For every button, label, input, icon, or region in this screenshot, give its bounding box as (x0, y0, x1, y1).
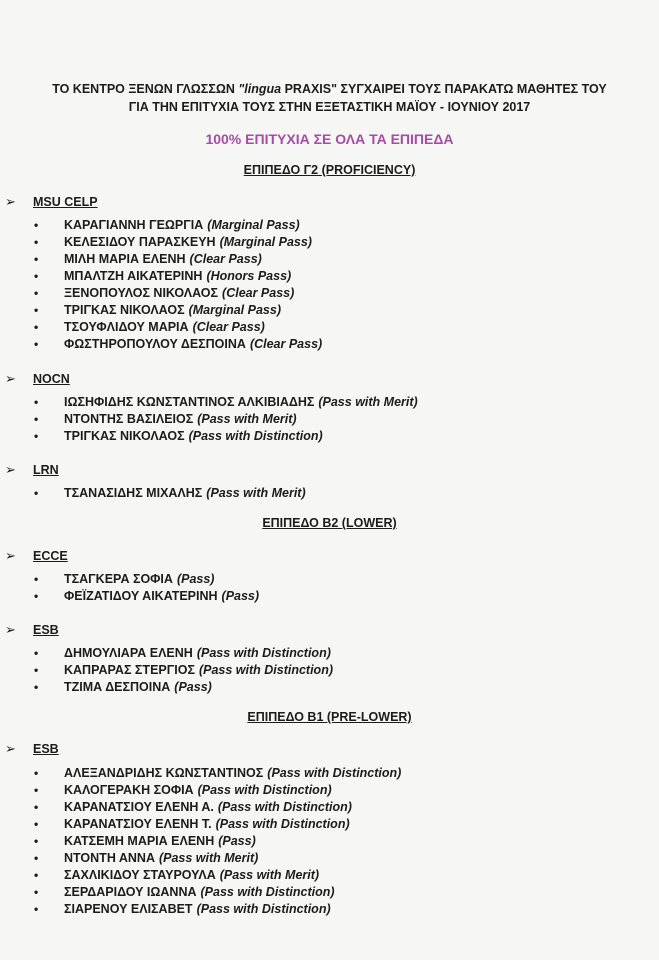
student-result: (Clear Pass) (249, 337, 323, 351)
student-list-esb-b2 (34, 645, 333, 696)
student-list-item (34, 285, 322, 302)
student-list-item (34, 251, 322, 268)
student-result: (Pass with Merit) (197, 412, 297, 426)
student-name: ΣΙΑΡΕΝΟΥ ΕΛΙΣΑΒΕΤ (64, 902, 193, 916)
bullet-icon: • (34, 800, 39, 814)
header-brand: PRAXIS" (284, 82, 338, 96)
student-list-item (34, 799, 401, 816)
bullet-icon: • (34, 868, 39, 882)
exam-name: ESB (33, 742, 59, 756)
student-list-item (34, 901, 401, 918)
student-result: (Pass with Distinction) (198, 663, 333, 677)
student-name: ΚΑΛΟΓΕΡΑΚΗ ΣΟΦΙΑ (64, 783, 194, 797)
student-list-esb-b1 (34, 765, 401, 918)
student-name: ΚΑΡΑΓΙΑΝΝΗ ΓΕΩΡΓΙΑ (64, 218, 204, 232)
student-list-item (34, 394, 418, 411)
arrow-bullet-icon: ➢ (5, 622, 16, 637)
student-list-item (34, 662, 333, 679)
bullet-icon: • (34, 429, 39, 443)
header-line1-post: ΣΥΓΧΑΙΡΕΙ ΤΟΥΣ ΠΑΡΑΚΑΤΩ ΜΑΘΗΤΕΣ ΤΟΥ (340, 82, 607, 96)
bullet-icon: • (34, 218, 39, 232)
student-result: (Pass with Distinction) (217, 800, 352, 814)
student-result: (Pass with Distinction) (196, 902, 331, 916)
student-list-item (34, 833, 401, 850)
student-list-item (34, 217, 322, 234)
student-list-item (34, 884, 401, 901)
level-heading-b2: ΕΠΙΠΕΔΟ Β2 (LOWER) (262, 516, 397, 530)
exam-name: ESB (33, 623, 59, 637)
student-name: ΚΑΤΣΕΜΗ ΜΑΡΙΑ ΕΛΕΝΗ (64, 834, 215, 848)
bullet-icon: • (34, 286, 39, 300)
student-name: ΚΕΛΕΣΙΔΟΥ ΠΑΡΑΣΚΕΥΗ (64, 235, 216, 249)
student-name: ΞΕΝΟΠΟΥΛΟΣ ΝΙΚΟΛΑΟΣ (64, 286, 219, 300)
student-list-nocn (34, 394, 418, 445)
bullet-icon: • (34, 320, 39, 334)
bullet-icon: • (34, 902, 39, 916)
student-result: (Pass with Distinction) (188, 429, 323, 443)
student-name: ΚΑΠΡΑΡΑΣ ΣΤΕΡΓΙΟΣ (64, 663, 195, 677)
exam-name: MSU CELP (33, 195, 98, 209)
bullet-icon: • (34, 817, 39, 831)
bullet-icon: • (34, 572, 39, 586)
student-list-lrn (34, 485, 306, 502)
arrow-bullet-icon: ➢ (5, 194, 16, 209)
student-name: ΚΑΡΑΝΑΤΣΙΟΥ ΕΛΕΝΗ Α. (64, 800, 214, 814)
student-list-item (34, 319, 322, 336)
arrow-bullet-icon: ➢ (5, 371, 16, 386)
student-list-item (34, 765, 401, 782)
exam-name: ECCE (33, 549, 68, 563)
student-list-item (34, 867, 401, 884)
bullet-icon: • (34, 269, 39, 283)
student-result: (Pass) (221, 589, 260, 603)
bullet-icon: • (34, 851, 39, 865)
student-list-item (34, 816, 401, 833)
student-name: ΜΙΛΗ ΜΑΡΙΑ ΕΛΕΝΗ (64, 252, 186, 266)
bullet-icon: • (34, 766, 39, 780)
student-result: (Pass with Merit) (219, 868, 320, 882)
bullet-icon: • (34, 337, 39, 351)
student-list-ecce (34, 571, 259, 605)
bullet-icon: • (34, 589, 39, 603)
header-line-1 (0, 80, 659, 98)
student-result: (Pass with Merit) (158, 851, 259, 865)
exam-heading-esb-b1 (5, 741, 59, 757)
student-name: ΝΤΟΝΤΗ ΑΝΝΑ (64, 851, 155, 865)
student-name: ΚΑΡΑΝΑΤΣΙΟΥ ΕΛΕΝΗ Τ. (64, 817, 212, 831)
exam-heading-msu-celp (5, 194, 98, 210)
student-name: ΦΩΣΤΗΡΟΠΟΥΛΟΥ ΔΕΣΠΟΙΝΑ (64, 337, 246, 351)
header-brand-italic: "lingua (238, 82, 282, 96)
student-name: ΤΣΟΥΦΛΙΔΟΥ ΜΑΡΙΑ (64, 320, 189, 334)
student-name: ΤΡΙΓΚΑΣ ΝΙΚΟΛΑΟΣ (64, 303, 185, 317)
student-result: (Pass with Distinction) (200, 885, 335, 899)
student-result: (Pass with Distinction) (215, 817, 350, 831)
student-list-item (34, 782, 401, 799)
arrow-bullet-icon: ➢ (5, 548, 16, 563)
student-list-item (34, 302, 322, 319)
student-name: ΝΤΟΝΤΗΣ ΒΑΣΙΛΕΙΟΣ (64, 412, 194, 426)
student-name: ΦΕΪΖΑΤΙΔΟΥ ΑΙΚΑΤΕΡΙΝΗ (64, 589, 218, 603)
exam-heading-lrn (5, 462, 59, 478)
student-result: (Pass) (176, 572, 215, 586)
student-result: (Pass with Distinction) (197, 783, 332, 797)
student-result: (Pass with Merit) (206, 486, 306, 500)
student-name: ΣΕΡΔΑΡΙΔΟΥ ΙΩΑΝΝΑ (64, 885, 197, 899)
bullet-icon: • (34, 646, 39, 660)
student-list-item (34, 428, 418, 445)
bullet-icon: • (34, 834, 39, 848)
bullet-icon: • (34, 885, 39, 899)
student-name: ΣΑΧΛΙΚΙΔΟΥ ΣΤΑΥΡΟΥΛΑ (64, 868, 216, 882)
student-result: (Pass) (218, 834, 256, 848)
student-name: ΤΖΙΜΑ ΔΕΣΠΟΙΝΑ (64, 680, 171, 694)
student-list-msu-celp (34, 217, 322, 353)
exam-name: LRN (33, 463, 59, 477)
student-result: (Marginal Pass) (219, 235, 312, 249)
student-list-item (34, 850, 401, 867)
student-name: ΤΣΑΓΚΕΡΑ ΣΟΦΙΑ (64, 572, 173, 586)
student-result: (Pass with Merit) (318, 395, 418, 409)
exam-heading-ecce (5, 548, 68, 564)
student-list-item (34, 588, 259, 605)
bullet-icon: • (34, 412, 39, 426)
student-list-item (34, 571, 259, 588)
announcement-header (0, 80, 659, 116)
bullet-icon: • (34, 663, 39, 677)
student-result: (Marginal Pass) (207, 218, 300, 232)
student-list-item (34, 336, 322, 353)
student-list-item (34, 645, 333, 662)
student-name: ΑΛΕΞΑΝΔΡΙΔΗΣ ΚΩΝΣΤΑΝΤΙΝΟΣ (64, 766, 264, 780)
exam-heading-nocn (5, 371, 70, 387)
level-heading-b1: ΕΠΙΠΕΔΟ Β1 (PRE-LOWER) (247, 710, 412, 724)
student-list-item (34, 234, 322, 251)
student-result: (Clear Pass) (192, 320, 265, 334)
student-list-item (34, 411, 418, 428)
student-result: (Pass with Distinction) (267, 766, 402, 780)
student-list-item (34, 485, 306, 502)
header-line-2: ΓΙΑ ΤΗΝ ΕΠΙΤΥΧΙΑ ΤΟΥΣ ΣΤΗΝ ΕΞΕΤΑΣΤΙΚΗ ΜΑΪΟΥ - ΙΟΥΝΙΟΥ 2017 (128, 100, 531, 114)
bullet-icon: • (34, 395, 39, 409)
bullet-icon: • (34, 783, 39, 797)
student-name: ΜΠΑΛΤΖΗ ΑΙΚΑΤΕΡΙΝΗ (64, 269, 203, 283)
student-name: ΤΣΑΝΑΣΙΔΗΣ ΜΙΧΑΛΗΣ (64, 486, 203, 500)
bullet-icon: • (34, 252, 39, 266)
arrow-bullet-icon: ➢ (5, 741, 16, 756)
student-result: (Pass with Distinction) (196, 646, 331, 660)
student-list-item (34, 679, 333, 696)
header-line1-pre: ΤΟ ΚΕΝΤΡΟ ΞΕΝΩΝ ΓΛΩΣΣΩΝ (52, 82, 235, 96)
student-name: ΙΩΣΗΦΙΔΗΣ ΚΩΝΣΤΑΝΤΙΝΟΣ ΑΛΚΙΒΙΑΔΗΣ (64, 395, 315, 409)
student-result: (Honors Pass) (206, 269, 292, 283)
student-name: ΤΡΙΓΚΑΣ ΝΙΚΟΛΑΟΣ (64, 429, 185, 443)
bullet-icon: • (34, 680, 39, 694)
student-name: ΔΗΜΟΥΛΙΑΡΑ ΕΛΕΝΗ (64, 646, 193, 660)
exam-name: NOCN (33, 372, 70, 386)
success-banner: 100% ΕΠΙΤΥΧΙΑ ΣΕ ΟΛΑ ΤΑ ΕΠΙΠΕΔΑ (205, 131, 454, 147)
level-heading-c2: ΕΠΙΠΕΔΟ Γ2 (PROFICIENCY) (243, 163, 416, 177)
student-result: (Clear Pass) (189, 252, 262, 266)
bullet-icon: • (34, 235, 39, 249)
student-result: (Pass) (174, 680, 212, 694)
student-list-item (34, 268, 322, 285)
bullet-icon: • (34, 486, 39, 500)
arrow-bullet-icon: ➢ (5, 462, 16, 477)
student-result: (Marginal Pass) (188, 303, 281, 317)
exam-heading-esb-b2 (5, 622, 59, 638)
student-result: (Clear Pass) (222, 286, 295, 300)
bullet-icon: • (34, 303, 39, 317)
